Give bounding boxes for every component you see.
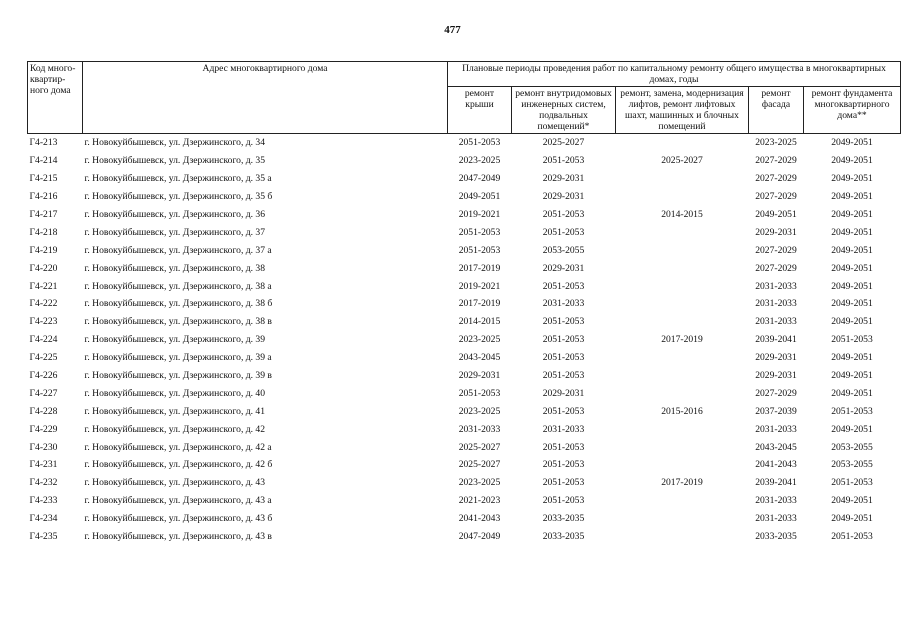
header-address: Адрес многоквартирного дома — [83, 62, 448, 134]
cell-address: г. Новокуйбышевск, ул. Дзержинского, д. 43 в — [84, 531, 272, 543]
cell-address: г. Новокуйбышевск, ул. Дзержинского, д. 43 б — [84, 513, 273, 525]
cell-address: г. Новокуйбышевск, ул. Дзержинского, д. 38 б — [84, 298, 273, 310]
cell-facade: 2037-2039 — [755, 405, 797, 417]
cell-facade: 2043-2045 — [755, 441, 797, 453]
table-row — [28, 206, 901, 224]
cell-systems: 2029-2031 — [542, 387, 585, 399]
cell-systems: 2051-2053 — [542, 352, 585, 364]
cell-systems: 2051-2053 — [542, 155, 585, 167]
cell-lifts: 2025-2027 — [661, 155, 703, 167]
cell-lifts — [616, 438, 749, 456]
cell-code: Г4-230 — [29, 441, 58, 453]
cell-foundation: 2049-2051 — [831, 513, 873, 525]
cell-foundation: 2049-2051 — [831, 155, 873, 167]
table-row — [28, 438, 901, 456]
cell-address: г. Новокуйбышевск, ул. Дзержинского, д. 34 — [84, 137, 266, 149]
cell-address: г. Новокуйбышевск, ул. Дзержинского, д. 37 а — [84, 244, 272, 256]
cell-lifts — [616, 134, 749, 152]
cell-systems: 2051-2053 — [542, 226, 585, 238]
cell-foundation: 2053-2055 — [831, 441, 873, 453]
cell-roof: 2041-2043 — [458, 513, 501, 525]
cell-roof: 2023-2025 — [458, 405, 501, 417]
cell-lifts — [616, 241, 749, 259]
cell-facade: 2027-2029 — [755, 173, 797, 185]
cell-systems: 2051-2053 — [542, 477, 585, 489]
cell-lifts — [616, 420, 749, 438]
cell-roof: 2051-2053 — [458, 244, 501, 256]
cell-facade: 2031-2033 — [755, 495, 797, 507]
cell-systems: 2031-2033 — [542, 298, 585, 310]
cell-lifts — [616, 170, 749, 188]
cell-foundation: 2051-2053 — [831, 405, 873, 417]
cell-facade: 2031-2033 — [755, 316, 797, 328]
cell-code: Г4-228 — [29, 405, 58, 417]
cell-facade: 2023-2025 — [755, 137, 797, 149]
cell-lifts — [616, 528, 749, 546]
cell-roof: 2047-2049 — [458, 173, 501, 185]
cell-roof: 2019-2021 — [458, 280, 501, 292]
cell-facade: 2027-2029 — [755, 262, 797, 274]
cell-foundation: 2049-2051 — [831, 173, 873, 185]
cell-address: г. Новокуйбышевск, ул. Дзержинского, д. 35 б — [84, 191, 273, 203]
cell-roof: 2025-2027 — [458, 441, 501, 453]
cell-foundation: 2049-2051 — [831, 280, 873, 292]
cell-roof: 2043-2045 — [458, 352, 501, 364]
cell-systems: 2051-2053 — [542, 334, 585, 346]
cell-address: г. Новокуйбышевск, ул. Дзержинского, д. 43 а — [84, 495, 272, 507]
cell-code: Г4-214 — [29, 155, 58, 167]
cell-code: Г4-216 — [29, 191, 58, 203]
table-row — [28, 474, 901, 492]
cell-facade: 2049-2051 — [755, 209, 797, 220]
cell-foundation: 2049-2051 — [831, 370, 873, 382]
cell-code: Г4-222 — [29, 298, 58, 310]
cell-systems: 2051-2053 — [542, 495, 585, 507]
cell-code: Г4-233 — [29, 495, 58, 507]
cell-address: г. Новокуйбышевск, ул. Дзержинского, д. 41 — [84, 405, 266, 417]
cell-roof: 2029-2031 — [458, 370, 501, 382]
cell-lifts — [616, 223, 749, 241]
cell-roof: 2023-2025 — [458, 477, 501, 489]
cell-systems: 2029-2031 — [542, 191, 585, 203]
cell-systems: 2033-2035 — [542, 513, 585, 525]
cell-systems: 2051-2053 — [542, 280, 585, 292]
cell-address: г. Новокуйбышевск, ул. Дзержинского, д. 42 б — [84, 459, 273, 471]
cell-address: г. Новокуйбышевск, ул. Дзержинского, д. 37 — [84, 226, 266, 238]
cell-address: г. Новокуйбышевск, ул. Дзержинского, д. 35 — [84, 155, 266, 167]
cell-foundation: 2049-2051 — [831, 262, 873, 274]
table-row — [28, 188, 901, 206]
cell-code: Г4-223 — [29, 316, 58, 328]
cell-roof: 2047-2049 — [458, 531, 501, 543]
cell-roof: 2023-2025 — [458, 334, 501, 346]
cell-systems: 2051-2053 — [542, 441, 585, 453]
cell-address: г. Новокуйбышевск, ул. Дзержинского, д. 38 — [84, 262, 266, 274]
cell-address: г. Новокуйбышевск, ул. Дзержинского, д. 42 а — [84, 441, 272, 453]
cell-roof: 2023-2025 — [458, 155, 501, 167]
cell-address: г. Новокуйбышевск, ул. Дзержинского, д. 39 в — [84, 370, 272, 382]
cell-systems: 2031-2033 — [542, 423, 585, 435]
header-roof: ремонт крыши — [448, 87, 512, 134]
cell-foundation: 2049-2051 — [831, 244, 873, 256]
cell-lifts: 2017-2019 — [661, 477, 703, 489]
cell-systems: 2053-2055 — [542, 244, 585, 256]
table-row — [28, 223, 901, 241]
cell-facade: 2029-2031 — [755, 226, 797, 238]
cell-code: Г4-217 — [29, 209, 58, 220]
cell-code: Г4-226 — [29, 370, 58, 382]
cell-roof: 2025-2027 — [458, 459, 501, 471]
cell-roof: 2014-2015 — [458, 316, 501, 328]
cell-facade: 2027-2029 — [755, 155, 797, 167]
cell-foundation: 2053-2055 — [831, 459, 873, 471]
cell-address: г. Новокуйбышевск, ул. Дзержинского, д. 38 в — [84, 316, 272, 328]
cell-systems: 2051-2053 — [542, 316, 585, 328]
cell-systems: 2051-2053 — [542, 459, 585, 471]
cell-lifts — [616, 313, 749, 331]
header-periods-group: Плановые периоды проведения работ по капитальному ремонту общего имущества в многоквартирных домах, годы — [448, 62, 901, 87]
cell-code: Г4-232 — [29, 477, 58, 489]
page-number: 477 — [444, 24, 461, 36]
cell-lifts: 2015-2016 — [661, 405, 703, 417]
cell-roof: 2017-2019 — [458, 298, 501, 310]
cell-facade: 2033-2035 — [755, 531, 797, 543]
cell-facade: 2031-2033 — [755, 298, 797, 310]
table-row — [28, 420, 901, 438]
table-row — [28, 510, 901, 528]
header-systems: ремонт внутридомовых инженерных систем, подвальных помещений* — [512, 87, 616, 134]
cell-facade: 2029-2031 — [755, 352, 797, 364]
table-row — [28, 277, 901, 295]
cell-systems: 2033-2035 — [542, 531, 585, 543]
cell-systems: 2029-2031 — [542, 173, 585, 185]
cell-address: г. Новокуйбышевск, ул. Дзержинского, д. 39 — [84, 334, 266, 346]
cell-lifts — [616, 259, 749, 277]
cell-code: Г4-224 — [29, 334, 58, 346]
table-row — [28, 402, 901, 420]
table-row — [28, 241, 901, 259]
cell-facade: 2039-2041 — [755, 477, 797, 489]
cell-foundation: 2049-2051 — [831, 316, 873, 328]
cell-facade: 2029-2031 — [755, 370, 797, 382]
cell-roof: 2051-2053 — [458, 226, 501, 238]
cell-code: Г4-221 — [29, 280, 58, 292]
cell-roof: 2017-2019 — [458, 262, 501, 274]
cell-foundation: 2049-2051 — [831, 226, 873, 238]
cell-lifts — [616, 510, 749, 528]
cell-code: Г4-219 — [29, 244, 58, 256]
cell-code: Г4-220 — [29, 262, 58, 274]
header-code: Код много-квартир-ного дома — [28, 62, 83, 134]
cell-roof: 2021-2023 — [458, 495, 501, 507]
cell-facade: 2027-2029 — [755, 387, 797, 399]
cell-code: Г4-227 — [29, 387, 58, 399]
cell-code: Г4-215 — [29, 173, 58, 185]
cell-address: г. Новокуйбышевск, ул. Дзержинского, д. 35 а — [84, 173, 272, 185]
cell-foundation: 2049-2051 — [831, 191, 873, 203]
cell-lifts — [616, 492, 749, 510]
header-lifts: ремонт, замена, модернизация лифтов, ремонт лифтовых шахт, машинных и блочных помещений — [616, 87, 749, 134]
cell-foundation: 2049-2051 — [831, 298, 873, 310]
table-row — [28, 134, 901, 152]
cell-roof: 2051-2053 — [458, 137, 501, 149]
cell-facade: 2031-2033 — [755, 280, 797, 292]
cell-code: Г4-218 — [29, 226, 58, 238]
cell-lifts: 2017-2019 — [661, 334, 703, 346]
cell-facade: 2027-2029 — [755, 191, 797, 203]
table-row — [28, 331, 901, 349]
cell-lifts — [616, 349, 749, 367]
cell-roof: 2031-2033 — [458, 423, 501, 435]
cell-address: г. Новокуйбышевск, ул. Дзержинского, д. 43 — [84, 477, 266, 489]
table-header — [28, 62, 901, 134]
cell-code: Г4-229 — [29, 423, 58, 435]
table-row — [28, 259, 901, 277]
cell-roof: 2019-2021 — [458, 209, 501, 220]
table-row — [28, 367, 901, 385]
cell-systems: 2051-2053 — [542, 405, 585, 417]
cell-lifts — [616, 277, 749, 295]
table-row — [28, 528, 901, 546]
cell-lifts: 2014-2015 — [661, 209, 703, 220]
header-facade: ремонт фасада — [749, 87, 804, 134]
table-row — [28, 492, 901, 510]
repair-schedule-table — [27, 61, 901, 545]
table-row — [28, 349, 901, 367]
cell-code: Г4-231 — [29, 459, 58, 471]
cell-foundation: 2049-2051 — [831, 137, 873, 149]
cell-lifts — [616, 367, 749, 385]
cell-lifts — [616, 295, 749, 313]
cell-facade: 2027-2029 — [755, 244, 797, 256]
table-row — [28, 170, 901, 188]
cell-foundation: 2051-2053 — [831, 334, 873, 346]
table-body — [28, 134, 901, 546]
cell-systems: 2051-2053 — [542, 370, 585, 382]
cell-facade: 2039-2041 — [755, 334, 797, 346]
cell-roof: 2049-2051 — [458, 191, 501, 203]
cell-code: Г4-234 — [29, 513, 58, 525]
cell-foundation: 2051-2053 — [831, 531, 873, 543]
cell-address: г. Новокуйбышевск, ул. Дзержинского, д. 42 — [84, 423, 266, 435]
cell-foundation: 2051-2053 — [831, 477, 873, 489]
cell-foundation: 2049-2051 — [831, 209, 873, 220]
table-row — [28, 313, 901, 331]
cell-foundation: 2049-2051 — [831, 387, 873, 399]
cell-facade: 2041-2043 — [755, 459, 797, 471]
cell-code: Г4-235 — [29, 531, 58, 543]
cell-systems: 2025-2027 — [542, 137, 585, 149]
cell-foundation: 2049-2051 — [831, 352, 873, 364]
cell-systems: 2051-2053 — [542, 209, 585, 220]
cell-lifts — [616, 188, 749, 206]
cell-foundation: 2049-2051 — [831, 495, 873, 507]
header-foundation: ремонт фундамента многоквартирного дома** — [804, 87, 901, 134]
cell-roof: 2051-2053 — [458, 387, 501, 399]
cell-address: г. Новокуйбышевск, ул. Дзержинского, д. 40 — [84, 387, 266, 399]
table-row — [28, 295, 901, 313]
cell-lifts — [616, 456, 749, 474]
cell-code: Г4-213 — [29, 137, 58, 149]
cell-systems: 2029-2031 — [542, 262, 585, 274]
table-row — [28, 152, 901, 170]
table-row — [28, 456, 901, 474]
cell-lifts — [616, 384, 749, 402]
cell-address: г. Новокуйбышевск, ул. Дзержинского, д. 39 а — [84, 352, 272, 364]
cell-foundation: 2049-2051 — [831, 423, 873, 435]
cell-code: Г4-225 — [29, 352, 58, 364]
cell-address: г. Новокуйбышевск, ул. Дзержинского, д. 38 а — [84, 280, 272, 292]
cell-facade: 2031-2033 — [755, 513, 797, 525]
cell-address: г. Новокуйбышевск, ул. Дзержинского, д. 36 — [84, 209, 266, 220]
cell-facade: 2031-2033 — [755, 423, 797, 435]
table-row — [28, 384, 901, 402]
